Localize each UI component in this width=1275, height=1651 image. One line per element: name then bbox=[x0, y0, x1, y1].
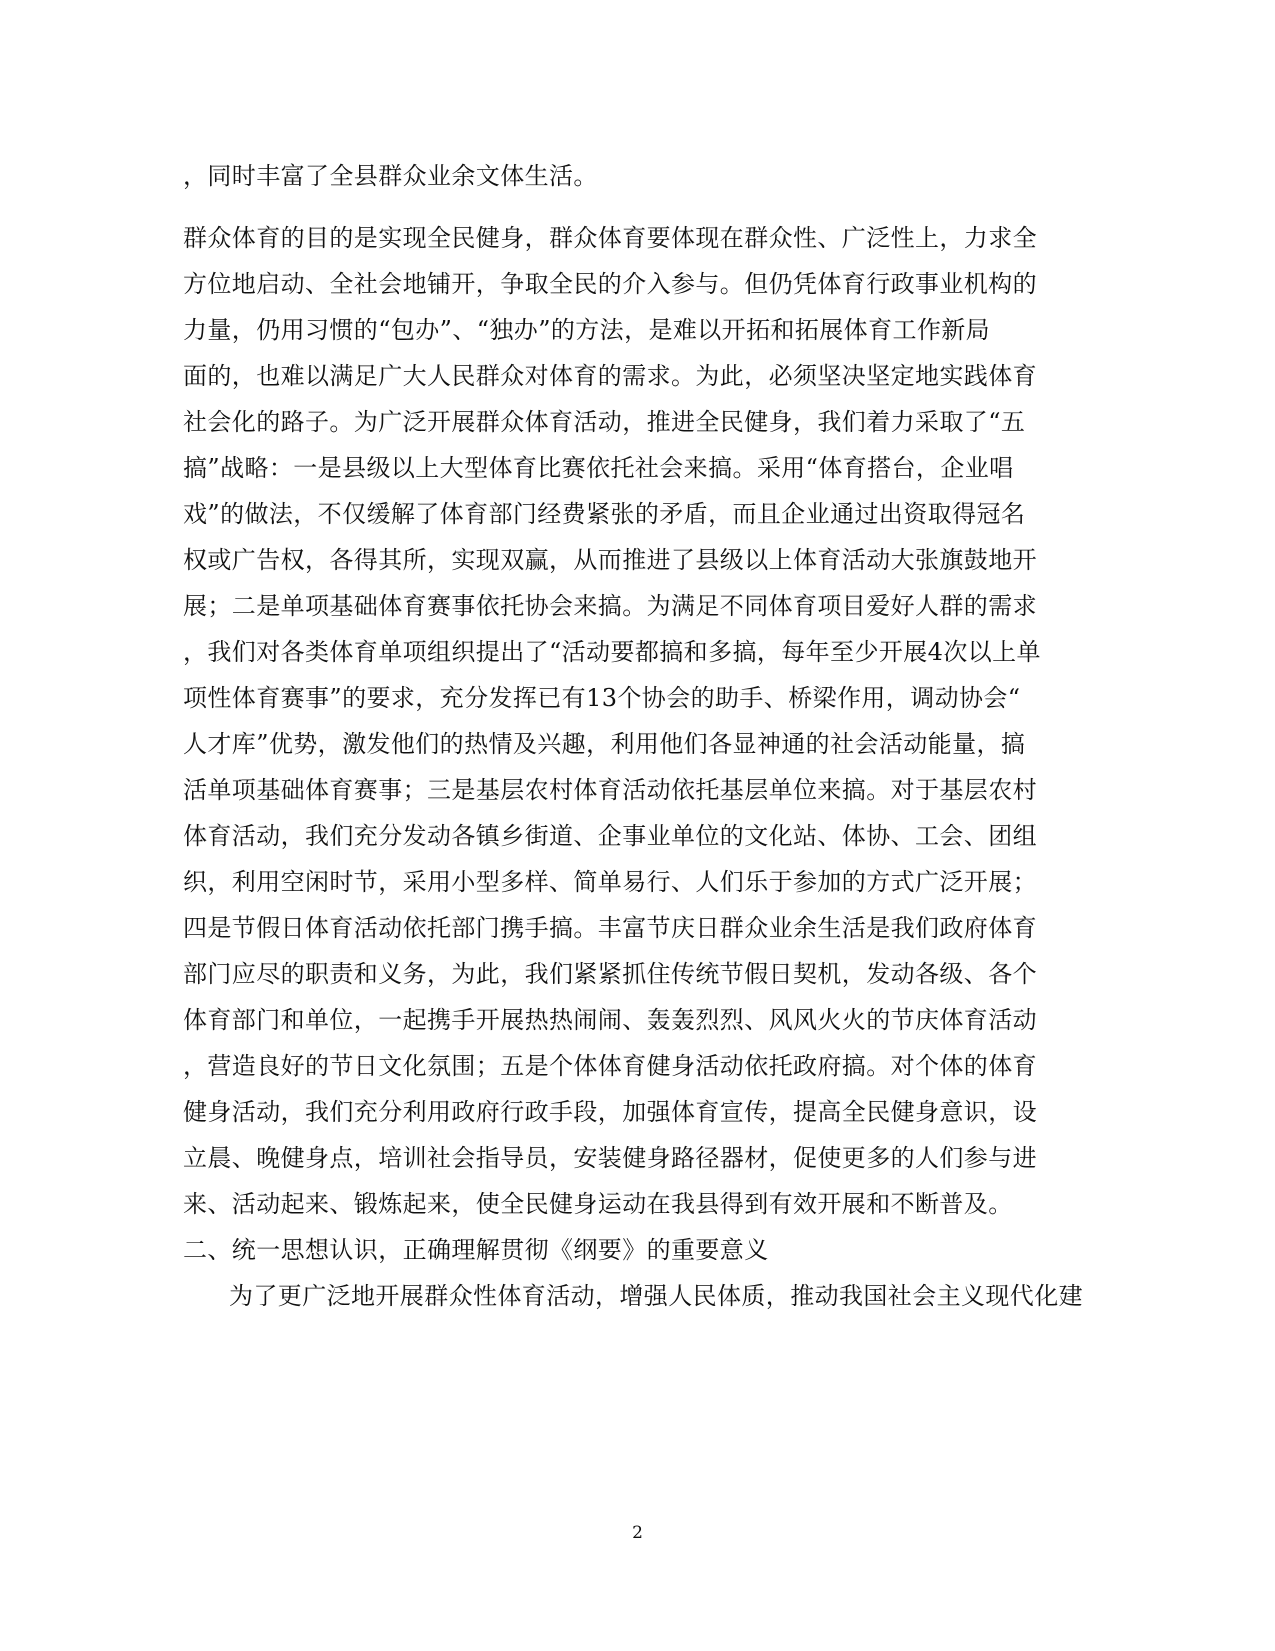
paragraph-line: 项性体育赛事”的要求，充分发挥已有13个协会的助手、桥梁作用，调动协会“ bbox=[183, 684, 1021, 712]
paragraph-line: 戏”的做法，不仅缓解了体育部门经费紧张的矛盾，而且企业通过出资取得冠名 bbox=[183, 500, 1026, 528]
paragraph-line: 二、统一思想认识，正确理解贯彻《纲要》的重要意义 bbox=[183, 1236, 769, 1264]
paragraph-line: 搞”战略：一是县级以上大型体育比赛依托社会来搞。采用“体育搭台，企业唱 bbox=[183, 454, 1014, 482]
paragraph-line: 织，利用空闲时节，采用小型多样、简单易行、人们乐于参加的方式广泛开展； bbox=[183, 868, 1037, 896]
paragraph-line: ，营造良好的节日文化氛围；五是个体体育健身活动依托政府搞。对个体的体育 bbox=[183, 1052, 1037, 1080]
paragraph-line: 体育活动，我们充分发动各镇乡街道、企事业单位的文化站、体协、工会、团组 bbox=[183, 822, 1037, 850]
paragraph-line: 健身活动，我们充分利用政府行政手段，加强体育宣传，提高全民健身意识，设 bbox=[183, 1098, 1037, 1126]
paragraph-line: 社会化的路子。为广泛开展群众体育活动，推进全民健身，我们着力采取了“五 bbox=[183, 408, 1026, 436]
paragraph-line: 部门应尽的职责和义务，为此，我们紧紧抓住传统节假日契机，发动各级、各个 bbox=[183, 960, 1037, 988]
paragraph-line: 活单项基础体育赛事；三是基层农村体育活动依托基层单位来搞。对于基层农村 bbox=[183, 776, 1037, 804]
paragraph-line: 面的，也难以满足广大人民群众对体育的需求。为此，必须坚决坚定地实践体育 bbox=[183, 362, 1037, 390]
paragraph-line: ，我们对各类体育单项组织提出了“活动要都搞和多搞，每年至少开展4次以上单 bbox=[183, 638, 1041, 666]
paragraph-line: 力量，仍用习惯的“包办”、“独办”的方法，是难以开拓和拓展体育工作新局 bbox=[183, 316, 991, 344]
paragraph-line: 展；二是单项基础体育赛事依托协会来搞。为满足不同体育项目爱好人群的需求 bbox=[183, 592, 1037, 620]
paragraph-line: 立晨、晚健身点，培训社会指导员，安装健身路径器材，促使更多的人们参与进 bbox=[183, 1144, 1037, 1172]
paragraph-line: 四是节假日体育活动依托部门携手搞。丰富节庆日群众业余生活是我们政府体育 bbox=[183, 914, 1037, 942]
paragraph-line: 来、活动起来、锻炼起来，使全民健身运动在我县得到有效开展和不断普及。 bbox=[183, 1190, 1013, 1218]
paragraph-line: 权或广告权，各得其所，实现双赢，从而推进了县级以上体育活动大张旗鼓地开 bbox=[183, 546, 1037, 574]
paragraph-line: 群众体育的目的是实现全民健身，群众体育要体现在群众性、广泛性上，力求全 bbox=[183, 224, 1037, 252]
page-number: 2 bbox=[632, 1523, 643, 1543]
paragraph-line: 体育部门和单位，一起携手开展热热闹闹、轰轰烈烈、风风火火的节庆体育活动 bbox=[183, 1006, 1037, 1034]
paragraph-continuation-line: ，同时丰富了全县群众业余文体生活。 bbox=[183, 162, 598, 190]
section-heading: 为了更广泛地开展群众性体育活动，增强人民体质，推动我国社会主义现代化建 bbox=[229, 1282, 1083, 1310]
paragraph-line: 方位地启动、全社会地铺开，争取全民的介入参与。但仍凭体育行政事业机构的 bbox=[183, 270, 1037, 298]
paragraph-line: 人才库”优势，激发他们的热情及兴趣，利用他们各显神通的社会活动能量，搞 bbox=[183, 730, 1026, 758]
